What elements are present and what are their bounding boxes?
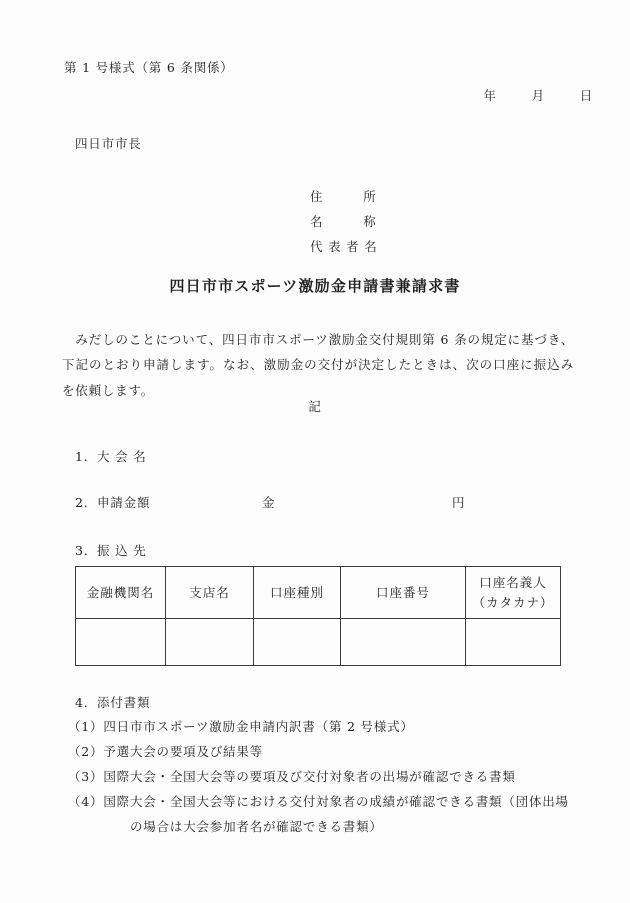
date-month-label: 月: [531, 88, 545, 103]
bank-account-table: [75, 566, 561, 666]
section-2-amount-label: 2．申請金額: [75, 495, 151, 510]
header-account-holder-label: 口座名義人: [479, 574, 547, 590]
header-account-type: [254, 567, 341, 619]
bank-table-entry-row: [76, 619, 561, 666]
body-paragraph: みだしのことについて、四日市市スポーツ激励金交付規則第 6 条の規定に基づき、下記のとおり申請します。なお、激励金の交付が決定したときは、次の口座に振込みを依頼します。: [62, 332, 574, 398]
cell-financial-institution: [76, 619, 166, 666]
header-account-holder: [466, 567, 561, 619]
attachment-item-1: （1）四日市市スポーツ激励金申請内訳書（第 2 号様式）: [68, 719, 414, 734]
bank-table-header-row: [76, 567, 561, 619]
applicant-representative-label: 代 表 者 名: [310, 239, 378, 254]
cell-account-holder: [466, 619, 561, 666]
section-2-amount-row: [0, 495, 630, 513]
form-number-note: 第 1 号様式（第 6 条関係）: [64, 60, 234, 75]
document-title: 四日市市スポーツ激励金申請書兼請求書: [169, 277, 461, 295]
header-account-holder-katakana-label: （カタカナ）: [472, 594, 554, 610]
amount-currency-prefix: 金: [262, 495, 276, 510]
applicant-info-block: [310, 184, 378, 259]
cell-branch-name: [166, 619, 254, 666]
header-account-number-label: 口座番号: [375, 584, 430, 600]
header-branch-name-label: 支店名: [189, 584, 230, 600]
ki-marker: 記: [308, 399, 322, 414]
header-financial-institution: [76, 567, 166, 619]
amount-currency-suffix: 円: [452, 495, 466, 510]
attachment-item-2: （2）予選大会の要項及び結果等: [68, 744, 263, 759]
cell-account-type: [254, 619, 341, 666]
header-financial-institution-label: 金融機関名: [86, 584, 155, 600]
attachment-item-4: （4）国際大会・全国大会等における交付対象者の成績が確認できる書類（団体出場の場合は大会参加者名が確認できる書類）: [68, 794, 569, 834]
header-account-number: [341, 567, 466, 619]
addressee-mayor-label: 四日市市長: [75, 136, 142, 151]
header-account-type-label: 口座種別: [269, 584, 324, 600]
attachment-item-3: （3）国際大会・全国大会等の要項及び交付対象者の出場が確認できる書類: [68, 769, 516, 784]
date-line: [484, 88, 594, 104]
section-4-attachments-label: 4．添付書類: [75, 695, 151, 710]
section-1-tournament-name-label: 1．大 会 名: [75, 449, 147, 464]
cell-account-number: [341, 619, 466, 666]
date-day-label: 日: [579, 88, 593, 103]
applicant-name-label: 名 称: [310, 214, 377, 229]
date-year-label: 年: [483, 88, 497, 103]
section-3-bank-transfer-label: 3．振 込 先: [75, 543, 147, 558]
header-branch-name: [166, 567, 254, 619]
attachments-list: [68, 714, 578, 839]
applicant-address-label: 住 所: [310, 189, 377, 204]
